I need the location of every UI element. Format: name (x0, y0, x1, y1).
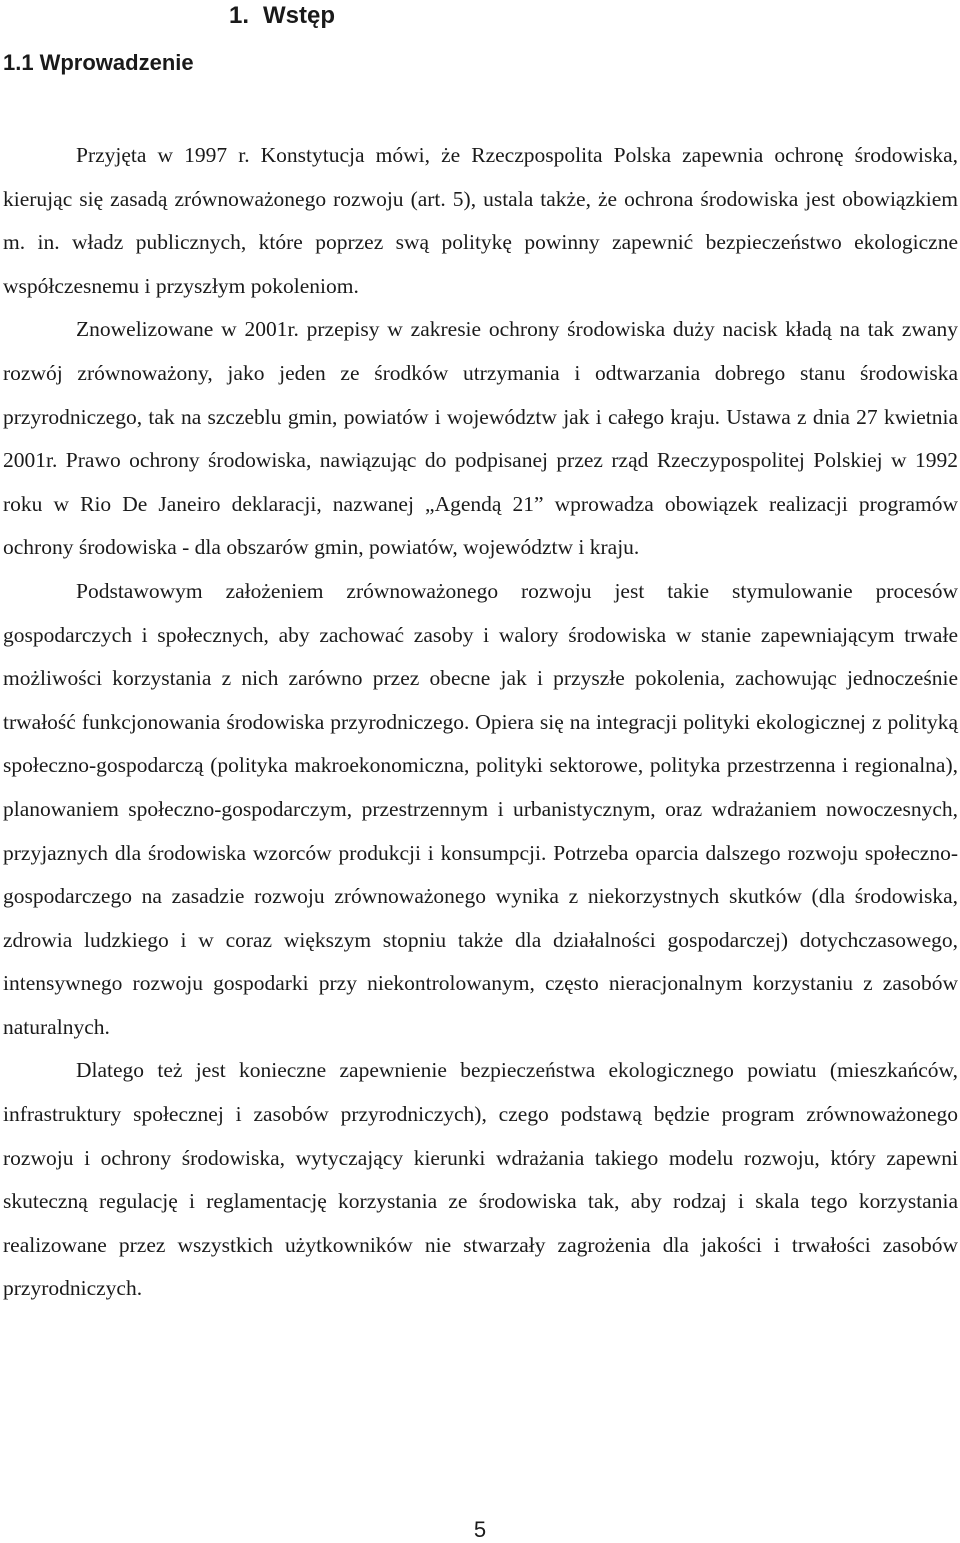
section-number: 1.1 (3, 50, 34, 75)
section-title-text: Wprowadzenie (39, 50, 194, 75)
paragraph: Dlatego też jest konieczne zapewnienie bezpieczeństwa ekologicznego powiatu (mieszkańców, infrastruktury społecznej i zasobów przyrodniczych), czego podstawą będzie program zrównoważonego rozwoju i ochrony środowiska, wytyczający kierunki wdrażania takiego modelu rozwoju, który zapewni skuteczną regulację i reglamentację korzystania ze środowiska tak, aby rodzaj i skala tego korzystania realizowane przez wszystkich użytkowników nie stwarzały zagrożenia dla jakości i trwałości zasobów przyrodniczych. (3, 1058, 958, 1301)
paragraph: Znowelizowane w 2001r. przepisy w zakresie ochrony środowiska duży nacisk kładą na tak zwany rozwój zrównoważony, jako jeden ze środków utrzymania i odtwarzania dobrego stanu środowiska przyrodniczego, tak na szczeblu gmin, powiatów i województw jak i całego kraju. Ustawa z dnia 27 kwietnia 2001r. Prawo ochrony środowiska, nawiązując do podpisanej przez rząd Rzeczypospolitej Polskiej w 1992 roku w Rio De Janeiro deklaracji, nazwanej „Agendą 21” wprowadza obowiązek realizacji programów ochrony środowiska - dla obszarów gmin, powiatów, województw i kraju. (3, 317, 958, 560)
body-text (3, 134, 958, 1311)
paragraph: Podstawowym założeniem zrównoważonego rozwoju jest takie stymulowanie procesów gospodarczych i społecznych, aby zachować zasoby i walory środowiska w stanie zapewniającym trwałe możliwości korzystania z nich zarówno przez obecne jak i przyszłe pokolenia, zachowując jednocześnie trwałość funkcjonowania środowiska przyrodniczego. Opiera się na integracji polityki ekologicznej z polityką społeczno-gospodarczą (polityka makroekonomiczna, polityki sektorowe, polityka przestrzenna i regionalna), planowaniem społeczno-gospodarczym, przestrzennym i urbanistycznym, oraz wdrażaniem nowoczesnych, przyjaznych dla środowiska wzorców produkcji i konsumpcji. Potrzeba oparcia dalszego rozwoju społeczno-gospodarczego na zasadzie rozwoju zrównoważonego wynika z niekorzystnych skutków (dla środowiska, zdrowia ludzkiego i w coraz większym stopniu także dla działalności gospodarczej) dotychczasowego, intensywnego rozwoju gospodarki przy niekontrolowanym, często nieracjonalnym korzystaniu z zasobów naturalnych. (3, 578, 958, 1039)
section-title (3, 48, 194, 78)
chapter-title (229, 0, 335, 32)
paragraph: Przyjęta w 1997 r. Konstytucja mówi, że Rzeczpospolita Polska zapewnia ochronę środowiska, kierując się zasadą zrównoważonego rozwoju (art. 5), ustala także, że ochrona środowiska jest obowiązkiem m. in. władz publicznych, które poprzez swą politykę powinny zapewnić bezpieczeństwo ekologiczne współczesnemu i przyszłym pokoleniom. (3, 143, 958, 298)
chapter-number: 1. (229, 2, 250, 29)
chapter-title-text: Wstęp (263, 2, 336, 29)
page-number: 5 (473, 1517, 487, 1542)
